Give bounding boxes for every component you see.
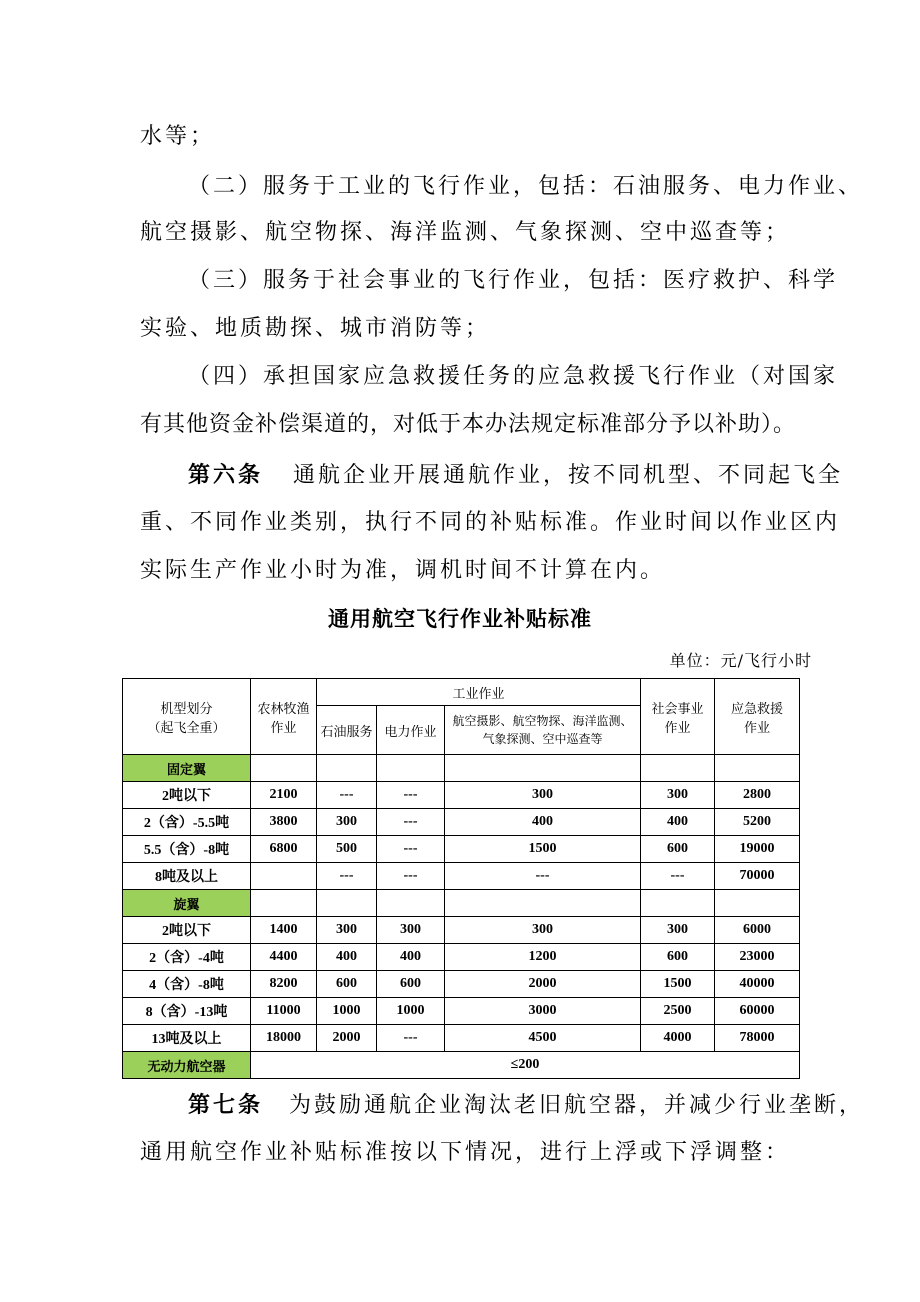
table-cell: 4000 — [641, 1025, 715, 1052]
table-cell: 3800 — [251, 809, 317, 836]
table-cell: 40000 — [715, 971, 800, 998]
row-label: 8吨及以上 — [123, 863, 251, 890]
table-cell: 2500 — [641, 998, 715, 1025]
table-cell: 600 — [641, 944, 715, 971]
table-cell: 300 — [445, 782, 641, 809]
table-cell — [251, 863, 317, 890]
category-row — [123, 1052, 800, 1079]
table-cell: 2100 — [251, 782, 317, 809]
row-label: 2（含）-5.5吨 — [123, 809, 251, 836]
table-cell: 11000 — [251, 998, 317, 1025]
table-cell: 300 — [317, 917, 377, 944]
paragraph-line: 有其他资金补偿渠道的，对低于本办法规定标准部分予以补助）。 — [140, 412, 797, 437]
table-cell: 1400 — [251, 917, 317, 944]
table-cell: 2000 — [445, 971, 641, 998]
table-cell: 2000 — [317, 1025, 377, 1052]
table-cell: 400 — [317, 944, 377, 971]
table-cell: --- — [317, 782, 377, 809]
table-row — [123, 917, 800, 944]
paragraph-line: （四）承担国家应急救援任务的应急救援飞行作业（对国家 — [188, 364, 839, 389]
table-cell: 18000 — [251, 1025, 317, 1052]
table-cell: 1000 — [377, 998, 445, 1025]
table-row — [123, 971, 800, 998]
table-cell: 1200 — [445, 944, 641, 971]
table-row — [123, 944, 800, 971]
category-row — [123, 755, 800, 782]
table-cell: 600 — [641, 836, 715, 863]
table-cell: 600 — [317, 971, 377, 998]
paragraph-line: （二）服务于工业的飞行作业，包括：石油服务、电力作业、 — [188, 174, 864, 199]
header-power: 电力作业 — [377, 706, 445, 755]
table-cell: 300 — [317, 809, 377, 836]
article-6 — [188, 460, 843, 491]
header-aerial: 航空摄影、航空物探、海洋监测、 气象探测、空中巡查等 — [445, 706, 641, 755]
table-cell: 1500 — [445, 836, 641, 863]
paragraph-line: 实验、地质勘探、城市消防等； — [140, 316, 491, 341]
table-cell: --- — [377, 1025, 445, 1052]
header-agri: 农林牧渔 作业 — [251, 679, 317, 755]
paragraph-line: 重、不同作业类别，执行不同的补贴标准。作业时间以作业区内 — [140, 510, 841, 535]
table-cell: 4400 — [251, 944, 317, 971]
category-rotor: 旋翼 — [123, 890, 251, 917]
paragraph-line: 实际生产作业小时为准，调机时间不计算在内。 — [140, 558, 666, 583]
table-cell: 19000 — [715, 836, 800, 863]
table-cell: 6000 — [715, 917, 800, 944]
table-cell: 1000 — [317, 998, 377, 1025]
row-label: 2吨以下 — [123, 782, 251, 809]
unpowered-value: ≤200 — [251, 1052, 800, 1079]
paragraph-line: （三）服务于社会事业的飞行作业，包括：医疗救护、科学 — [188, 268, 839, 293]
category-unpowered: 无动力航空器 — [123, 1052, 251, 1079]
table-cell: --- — [445, 863, 641, 890]
header-industry: 工业作业 — [317, 679, 641, 706]
table-row — [123, 1025, 800, 1052]
table-cell: 500 — [317, 836, 377, 863]
table-row — [123, 998, 800, 1025]
paragraph-line: 水等； — [140, 124, 216, 149]
table-cell: 4500 — [445, 1025, 641, 1052]
table-cell: 78000 — [715, 1025, 800, 1052]
table-cell: --- — [377, 782, 445, 809]
paragraph-line: 通用航空作业补贴标准按以下情况，进行上浮或下浮调整： — [140, 1140, 791, 1165]
header-emergency: 应急救援 作业 — [715, 679, 800, 755]
table-cell: --- — [377, 863, 445, 890]
header-social: 社会事业 作业 — [641, 679, 715, 755]
header-oil: 石油服务 — [317, 706, 377, 755]
table-cell: 300 — [377, 917, 445, 944]
row-label: 2吨以下 — [123, 917, 251, 944]
table-cell: --- — [377, 836, 445, 863]
row-label: 13吨及以上 — [123, 1025, 251, 1052]
article-7-title: 第七条 — [188, 1092, 264, 1118]
header-model: 机型划分 （起飞全重） — [123, 679, 251, 755]
table-cell: 23000 — [715, 944, 800, 971]
table-row — [123, 809, 800, 836]
table-cell: 5200 — [715, 809, 800, 836]
table-cell: --- — [377, 809, 445, 836]
table-row — [123, 836, 800, 863]
table-cell: 300 — [445, 917, 641, 944]
table-cell: --- — [641, 863, 715, 890]
table-cell: 70000 — [715, 863, 800, 890]
category-fixed-wing: 固定翼 — [123, 755, 251, 782]
table-cell: 400 — [377, 944, 445, 971]
table-cell: --- — [317, 863, 377, 890]
article-6-text: 通航企业开展通航作业，按不同机型、不同起飞全 — [293, 463, 844, 488]
article-6-title: 第六条 — [188, 462, 264, 488]
row-label: 4（含）-8吨 — [123, 971, 251, 998]
table-header-row — [123, 679, 800, 706]
paragraph-line: 航空摄影、航空物探、海洋监测、气象探测、空中巡查等； — [140, 220, 791, 245]
table-cell: 1500 — [641, 971, 715, 998]
table-cell: 300 — [641, 917, 715, 944]
unit-label: 单位：元/飞行小时 — [669, 651, 812, 670]
table-cell: 8200 — [251, 971, 317, 998]
row-label: 5.5（含）-8吨 — [123, 836, 251, 863]
table-cell: 2800 — [715, 782, 800, 809]
table-title: 通用航空飞行作业补贴标准 — [328, 607, 592, 631]
article-7-text: 为鼓励通航企业淘汰老旧航空器，并减少行业垄断， — [289, 1093, 865, 1118]
table-row — [123, 863, 800, 890]
table-cell: 600 — [377, 971, 445, 998]
table-cell: 400 — [641, 809, 715, 836]
table-cell: 400 — [445, 809, 641, 836]
table-cell: 6800 — [251, 836, 317, 863]
subsidy-table — [122, 678, 800, 1079]
table-cell: 300 — [641, 782, 715, 809]
table-row — [123, 782, 800, 809]
row-label: 2（含）-4吨 — [123, 944, 251, 971]
category-row — [123, 890, 800, 917]
article-7 — [188, 1090, 864, 1121]
table-cell: 60000 — [715, 998, 800, 1025]
table-cell: 3000 — [445, 998, 641, 1025]
row-label: 8（含）-13吨 — [123, 998, 251, 1025]
